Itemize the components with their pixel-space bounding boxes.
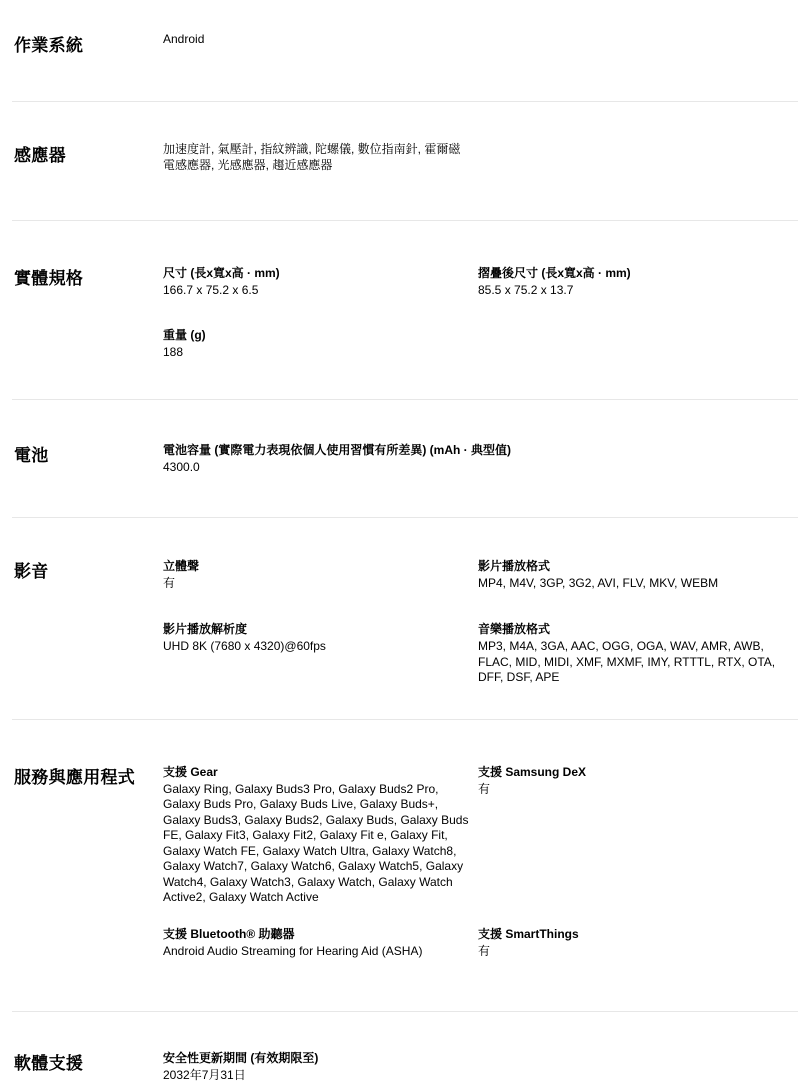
spec-row [163, 327, 798, 361]
spec-label: 電池容量 (實際電力表現依個人使用習慣有所差異) (mAh · 典型值) [163, 443, 511, 457]
spec-item-os [163, 32, 470, 48]
spec-section-os [12, 0, 798, 102]
spec-value: 有 [478, 781, 491, 796]
spec-row [163, 142, 798, 173]
spec-section-software-support [12, 1012, 798, 1084]
section-content [163, 764, 798, 960]
spec-value: 4300.0 [163, 460, 200, 474]
spec-label: 支援 SmartThings [478, 926, 579, 941]
spec-value: 加速度計, 氣壓計, 指紋辨識, 陀螺儀, 數位指南針, 霍爾磁電感應器, 光感應器, 趨近感應器 [163, 142, 461, 172]
section-content [163, 1050, 798, 1084]
spec-item-samsung-dex [478, 764, 790, 798]
spec-row [163, 32, 798, 48]
spec-row [163, 621, 798, 686]
spec-item-smartthings [478, 926, 790, 960]
spec-row [163, 764, 798, 906]
spec-label: 音樂播放格式 [478, 622, 551, 636]
spec-item-weight [163, 327, 470, 361]
spec-section-physical [12, 221, 798, 400]
spec-section-services-apps [12, 720, 798, 1013]
spec-label: 影片播放解析度 [163, 622, 248, 636]
spec-row [163, 265, 798, 299]
spec-section-sensors [12, 102, 798, 221]
spec-label: 支援 Bluetooth® 助聽器 [163, 926, 295, 941]
spec-item-battery-capacity [163, 442, 798, 476]
spec-label: 重量 (g) [163, 327, 206, 342]
section-content [163, 558, 798, 686]
section-title: 影音 [14, 561, 49, 581]
section-title: 實體規格 [14, 269, 84, 288]
spec-value: 166.7 x 75.2 x 6.5 [163, 283, 259, 297]
spec-item-security-update-period [163, 1050, 470, 1084]
spec-value: Galaxy Ring, Galaxy Buds3 Pro, Galaxy Buds2 Pro, Galaxy Buds Pro, Galaxy Buds Live, Galaxy Buds+, Galaxy Buds3, Galaxy Buds2, Galaxy Buds, Galaxy Buds FE, Galaxy Fit3, Galaxy Fit2, Galaxy Fit e, Galaxy Fit, Galaxy Watch FE, Galaxy Watch Ultra, Galaxy Watch8, Galaxy Watch7, Galaxy Watch6, Galaxy Watch5, Galaxy Watch4, Galaxy Watch3, Galaxy Watch, Galaxy Watch Active2, Galaxy Watch Active [163, 781, 469, 904]
spec-item-folded-dimensions [478, 265, 790, 299]
spec-item-dimensions [163, 265, 470, 299]
spec-value: UHD 8K (7680 x 4320)@60fps [163, 639, 326, 653]
spec-section-audio-video [12, 518, 798, 720]
spec-label: 支援 Gear [163, 764, 218, 779]
spec-value: Android Audio Streaming for Hearing Aid (ASHA) [163, 943, 423, 958]
spec-item-gear-support [163, 764, 470, 906]
section-title: 作業系統 [14, 36, 84, 55]
spec-value: MP3, M4A, 3GA, AAC, OGG, OGA, WAV, AMR, AWB, FLAC, MID, MIDI, XMF, MXMF, IMY, RTTTL, RTX, OTA, DFF, DSF, APE [478, 639, 776, 684]
section-title: 服務與應用程式 [14, 767, 136, 787]
spec-value: 85.5 x 75.2 x 13.7 [478, 283, 574, 297]
spec-value: 有 [163, 575, 176, 590]
spec-item-video-formats [478, 558, 790, 592]
spec-row [163, 1050, 798, 1084]
spec-item-audio-formats [478, 621, 790, 686]
section-content [163, 142, 798, 173]
spec-item-sensors [163, 142, 470, 173]
spec-row [163, 442, 798, 476]
spec-value: Android [163, 32, 205, 46]
spec-row [163, 926, 798, 960]
section-title: 感應器 [14, 146, 66, 165]
spec-value: 188 [163, 344, 184, 359]
section-content [163, 32, 798, 57]
spec-value: MP4, M4V, 3GP, 3G2, AVI, FLV, MKV, WEBM [478, 575, 719, 590]
section-title: 電池 [14, 446, 49, 465]
spec-row [163, 558, 798, 592]
spec-label: 安全性更新期間 (有效期限至) [163, 1051, 319, 1065]
spec-item-bluetooth-hearing-aid [163, 926, 470, 960]
spec-value: 有 [478, 943, 491, 958]
section-content [163, 442, 798, 476]
section-content [163, 265, 798, 360]
spec-value: 2032年7月31日 [163, 1068, 246, 1082]
spec-label: 摺疊後尺寸 (長x寬x高 · mm) [478, 266, 631, 280]
spec-section-battery [12, 400, 798, 518]
spec-label: 立體聲 [163, 558, 200, 573]
spec-item-video-resolution [163, 621, 470, 655]
spec-label: 尺寸 (長x寬x高 · mm) [163, 266, 280, 280]
spec-item-stereo [163, 558, 470, 592]
spec-label: 支援 Samsung DeX [478, 764, 587, 779]
section-title: 軟體支援 [14, 1054, 84, 1073]
spec-label: 影片播放格式 [478, 558, 551, 573]
